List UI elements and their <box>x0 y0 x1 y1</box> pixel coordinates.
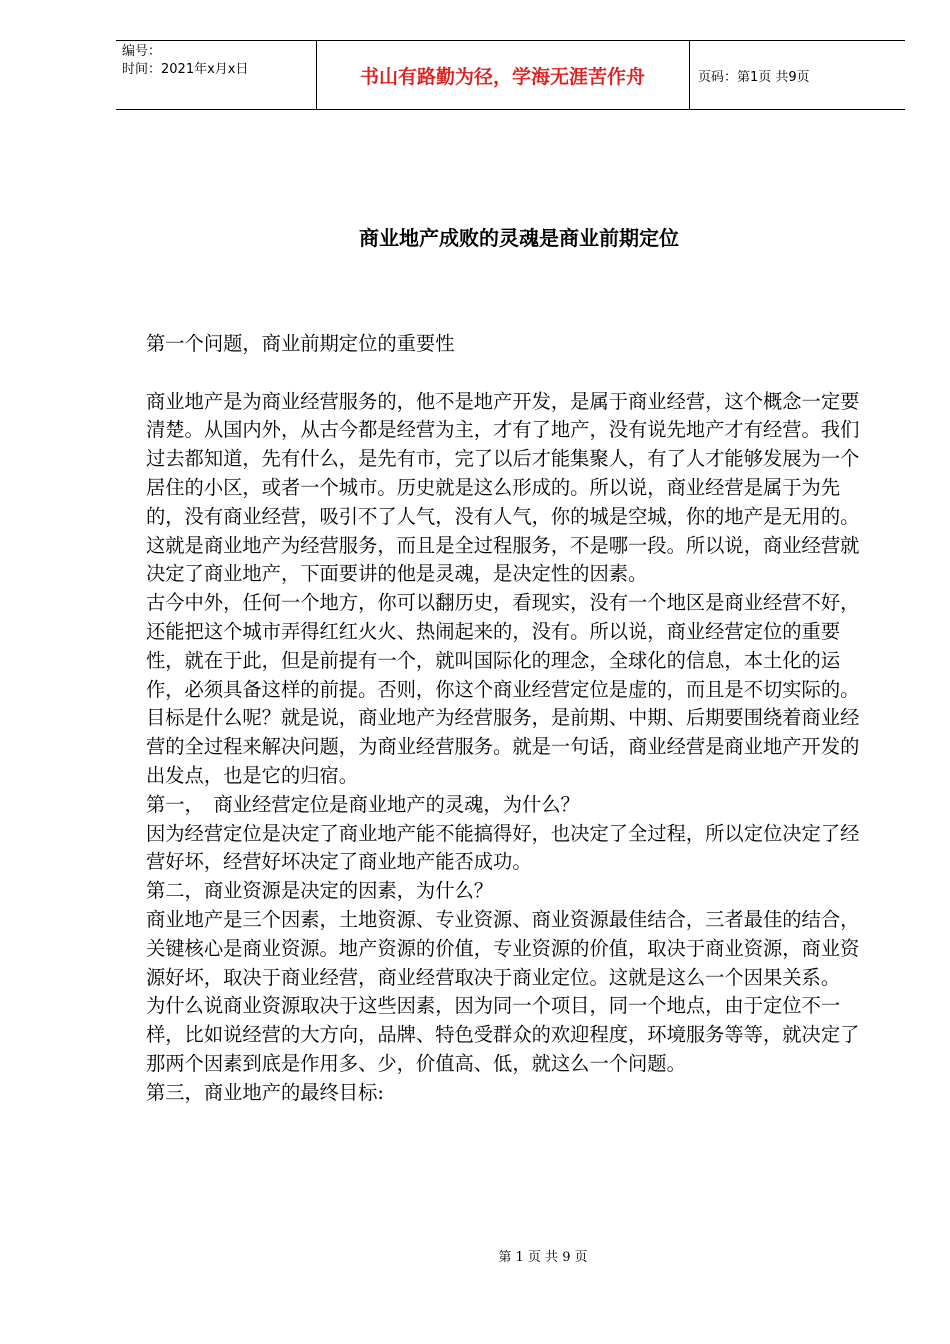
paragraph: 第三，商业地产的最终目标: <box>146 1080 384 1104</box>
paragraph: 商业地产是三个因素，土地资源、专业资源、商业资源最佳结合，三者最佳的结合，关键核心是商业资源。地产资源的价值，专业资源的价值，取决于商业资源，商业资源好坏，取决于商业经营，商业经营取决于商业定位。这就是这么一个因果关系。 <box>146 907 860 989</box>
paragraph: 为什么说商业资源取决于这些因素，因为同一个项目，同一个地点，由于定位不一样，比如说经营的大方向，品牌、特色受群众的欢迎程度，环境服务等等，就决定了那两个因素到底是作用多、少，价值高、低，就这么一个问题。 <box>146 994 860 1075</box>
section-heading: 第一个问题，商业前期定位的重要性 <box>146 332 455 355</box>
paragraph: 目标是什么呢？就是说，商业地产为经营服务，是前期、中期、后期要围绕着商业经营的全过程来解决问题，为商业经营服务。就是一句话，商业经营是商业地产开发的出发点，也是它的归宿。 <box>146 706 860 787</box>
page-footer: 第 1 页 共 9 页 <box>498 1250 588 1265</box>
document-body <box>146 330 866 1108</box>
page-header <box>116 40 905 110</box>
header-page-info: 页码：第1页 共9页 <box>698 69 810 85</box>
paragraph: 商业地产是为商业经营服务的，他不是地产开发，是属于商业经营，这个概念一定要清楚。从国内外，从古今都是经营为主，才有了地产，没有说先地产才有经营。我们过去都知道，先有什么，是先有市，完了以后才能集聚人，有了人才能够发展为一个居住的小区，或者一个城市。历史就是这么形成的。所以说，商业经营是属于为先的，没有商业经营，吸引不了人气，没有人气，你的城是空城，你的地产是无用的。这就是商业地产为经营服务，而且是全过程服务，不是哪一段。所以说，商业经营就决定了商业地产，下面要讲的他是灵魂，是决定性的因素。 <box>146 389 860 586</box>
document-title: 商业地产成败的灵魂是商业前期定位 <box>359 226 679 250</box>
paragraph: 第一， 商业经营定位是商业地产的灵魂，为什么？ <box>146 792 580 816</box>
paragraph: 古今中外，任何一个地方，你可以翻历史，看现实，没有一个地区是商业经营不好，还能把这个城市弄得红红火火、热闹起来的，没有。所以说，商业经营定位的重要性，就在于此，但是前提有一个，就叫国际化的理念，全球化的信息，本土化的运作，必须具备这样的前提。否则，你这个商业经营定位是虚的，而且是不切实际的。 <box>146 591 860 701</box>
paragraph: 第二，商业资源是决定的因素，为什么？ <box>146 879 494 903</box>
paragraph: 因为经营定位是决定了商业地产能不能搞得好，也决定了全过程，所以定位决定了经营好坏，经营好坏决定了商业地产能否成功。 <box>146 821 860 874</box>
number-label: 编号： <box>122 44 162 59</box>
header-motto: 书山有路勤为径，学海无涯苦作舟 <box>316 41 690 109</box>
header-meta <box>116 41 317 109</box>
time-label: 时间：2021年x月x日 <box>122 62 249 77</box>
